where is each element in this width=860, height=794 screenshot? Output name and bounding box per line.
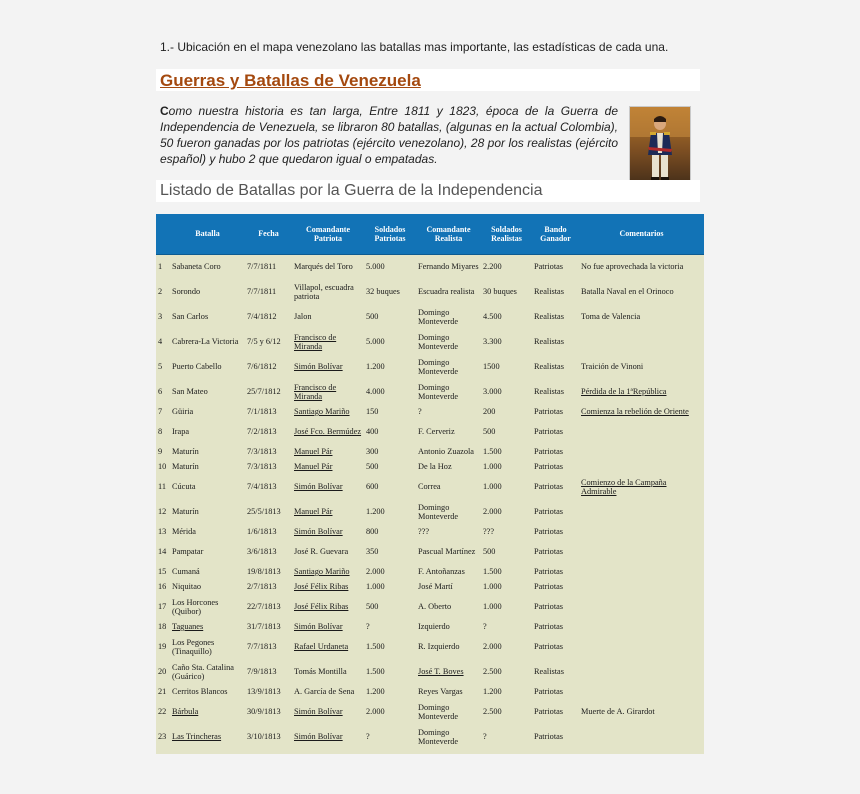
battle-name: Cumaná bbox=[172, 567, 200, 576]
comment bbox=[579, 684, 704, 699]
battle-name[interactable]: Bárbula bbox=[172, 707, 199, 716]
battle-date: 13/9/1813 bbox=[247, 687, 281, 696]
royalist-commander: F. Cerveriz bbox=[418, 427, 455, 436]
royalist-commander: Reyes Vargas bbox=[418, 687, 463, 696]
battle-date: 7/2/1813 bbox=[247, 427, 277, 436]
comment bbox=[579, 659, 704, 684]
comment bbox=[579, 579, 704, 594]
royalist-soldiers: 1.000 bbox=[483, 602, 502, 611]
royalist-commander: A. Oberto bbox=[418, 602, 452, 611]
battle-name: Pampatar bbox=[172, 547, 204, 556]
table-row bbox=[156, 524, 704, 539]
patriot-commander: Jalon bbox=[294, 312, 312, 321]
patriot-commander[interactable]: Simón Bolívar bbox=[294, 707, 343, 716]
battle-name: Mérida bbox=[172, 527, 196, 536]
patriot-commander[interactable]: Francisco de Miranda bbox=[294, 332, 337, 351]
battle-date: 7/4/1812 bbox=[247, 312, 277, 321]
row-number: 6 bbox=[158, 387, 163, 396]
patriot-soldiers: 5.000 bbox=[366, 337, 385, 346]
comment bbox=[579, 329, 704, 354]
subheading-bar bbox=[156, 180, 700, 202]
battle-date: 7/5 y 6/12 bbox=[247, 337, 281, 346]
battle-date: 7/3/1813 bbox=[247, 447, 277, 456]
table-row bbox=[156, 579, 704, 594]
royalist-commander: Izquierdo bbox=[418, 622, 450, 631]
battle-date: 31/7/1813 bbox=[247, 622, 281, 631]
patriot-soldiers: 500 bbox=[366, 312, 379, 321]
comment: Batalla Naval en el Orinoco bbox=[581, 287, 674, 296]
table-row bbox=[156, 474, 704, 499]
row-number: 8 bbox=[158, 427, 163, 436]
patriot-soldiers: 32 buques bbox=[366, 287, 400, 296]
royalist-soldiers: 2.500 bbox=[483, 667, 502, 676]
battle-date: 22/7/1813 bbox=[247, 602, 281, 611]
row-number: 13 bbox=[158, 527, 167, 536]
dropcap: C bbox=[160, 104, 169, 118]
winning-side: Patriotas bbox=[534, 547, 564, 556]
patriot-soldiers: 1.000 bbox=[366, 582, 385, 591]
royalist-commander: Domingo Monteverde bbox=[418, 332, 459, 351]
battle-name: Cerritos Blancos bbox=[172, 687, 228, 696]
battle-date: 2/7/1813 bbox=[247, 582, 277, 591]
battle-date: 3/6/1813 bbox=[247, 547, 277, 556]
patriot-soldiers: 150 bbox=[366, 407, 379, 416]
royalist-commander: ??? bbox=[418, 527, 430, 536]
royalist-commander: Pascual Martínez bbox=[418, 547, 476, 556]
royalist-commander: Domingo Monteverde bbox=[418, 307, 459, 326]
patriot-commander[interactable]: Simón Bolívar bbox=[294, 732, 343, 741]
battle-name: Irapa bbox=[172, 427, 190, 436]
royalist-commander: Correa bbox=[418, 482, 441, 491]
patriot-soldiers: 350 bbox=[366, 547, 379, 556]
royalist-soldiers: 2.000 bbox=[483, 507, 502, 516]
patriot-soldiers: 1.500 bbox=[366, 642, 385, 651]
table-row bbox=[156, 499, 704, 524]
table-row bbox=[156, 594, 704, 619]
table-row bbox=[156, 564, 704, 579]
winning-side: Realistas bbox=[534, 337, 564, 346]
patriot-soldiers: 300 bbox=[366, 447, 379, 456]
battle-name: Los Horcones (Quibor) bbox=[172, 597, 219, 616]
battle-date: 25/7/1812 bbox=[247, 387, 281, 396]
winning-side: Patriotas bbox=[534, 262, 564, 272]
royalist-soldiers: 1.000 bbox=[483, 582, 502, 591]
comment bbox=[579, 539, 704, 564]
patriot-commander: Tomás Montilla bbox=[294, 667, 347, 676]
royalist-soldiers: ??? bbox=[483, 527, 495, 536]
patriot-soldiers: 2.000 bbox=[366, 707, 385, 716]
patriot-soldiers: 400 bbox=[366, 427, 379, 436]
patriot-soldiers: 500 bbox=[366, 602, 379, 611]
battle-name: Sabaneta Coro bbox=[172, 262, 221, 272]
table-row bbox=[156, 404, 704, 419]
royalist-soldiers: 1.000 bbox=[483, 482, 502, 491]
battle-name: Sorondo bbox=[172, 287, 201, 296]
patriot-commander: Marqués del Toro bbox=[294, 262, 353, 272]
table-row bbox=[156, 459, 704, 474]
royalist-commander: Antonio Zuazola bbox=[418, 447, 474, 456]
battle-name: Güiria bbox=[172, 407, 194, 416]
paragraph-text: omo nuestra historia es tan larga, Entre 1811 y 1823, época de la Guerra de Independencia de Venezuela, se libraron 80 batallas, (algunas en la actual Colombia), 50 fueron ganadas por los patriotas (ejército venezolano), 28 por los realistas (ejército español) y hubo 2 que quedaron igual o empatadas. bbox=[160, 104, 618, 166]
battle-date: 7/9/1813 bbox=[247, 667, 277, 676]
row-number: 3 bbox=[158, 312, 163, 321]
royalist-soldiers: 2.500 bbox=[483, 707, 502, 716]
royalist-soldiers: ? bbox=[483, 732, 487, 741]
patriot-commander[interactable]: José Félix Ribas bbox=[294, 582, 349, 591]
battle-name: Maturín bbox=[172, 507, 199, 516]
page-title-link[interactable]: Guerras y Batallas de Venezuela bbox=[160, 71, 421, 90]
battle-date: 1/6/1813 bbox=[247, 527, 277, 536]
battle-date: 7/7/1811 bbox=[247, 287, 277, 296]
row-number: 21 bbox=[158, 687, 167, 696]
comment bbox=[579, 619, 704, 634]
table-row bbox=[156, 684, 704, 699]
comment bbox=[579, 419, 704, 444]
table-row bbox=[156, 659, 704, 684]
row-number: 15 bbox=[158, 567, 167, 576]
patriot-commander: José R. Guevara bbox=[294, 547, 349, 556]
patriot-soldiers: 800 bbox=[366, 527, 379, 536]
battle-date: 30/9/1813 bbox=[247, 707, 281, 716]
row-number: 2 bbox=[158, 287, 163, 296]
winning-side: Patriotas bbox=[534, 427, 564, 436]
battle-name: Cabrera-La Victoria bbox=[172, 337, 239, 346]
royalist-soldiers: 1.500 bbox=[483, 447, 502, 456]
patriot-soldiers: 1.200 bbox=[366, 507, 385, 516]
table-row bbox=[156, 444, 704, 459]
patriot-soldiers: 500 bbox=[366, 462, 379, 471]
intro-paragraph bbox=[160, 103, 618, 167]
patriot-commander[interactable]: Simón Bolívar bbox=[294, 482, 343, 491]
table-row bbox=[156, 304, 704, 329]
comment: Toma de Valencia bbox=[581, 312, 641, 321]
battle-name: Caño Sta. Catalina (Guárico) bbox=[172, 662, 234, 681]
battle-date: 7/1/1813 bbox=[247, 407, 277, 416]
royalist-commander: Fernando Miyares bbox=[418, 262, 479, 272]
patriot-commander[interactable]: Simón Bolívar bbox=[294, 622, 343, 631]
intro-text: 1.- Ubicación en el mapa venezolano las batallas mas importante, las estadísticas de cada una. bbox=[160, 40, 669, 54]
winning-side: Patriotas bbox=[534, 642, 564, 651]
comment: Traición de Vinoni bbox=[581, 362, 644, 371]
portrait-image bbox=[629, 106, 691, 190]
royalist-commander[interactable]: José T. Boves bbox=[418, 667, 464, 676]
patriot-commander[interactable]: Santiago Mariño bbox=[294, 567, 350, 576]
row-number: 5 bbox=[158, 362, 163, 371]
royalist-soldiers: 30 buques bbox=[483, 287, 517, 296]
patriot-commander[interactable]: José Félix Ribas bbox=[294, 602, 349, 611]
royalist-commander: José Martí bbox=[418, 582, 453, 591]
royalist-soldiers: 3.000 bbox=[483, 387, 502, 396]
heading-bar bbox=[156, 69, 700, 91]
row-number: 23 bbox=[158, 732, 167, 741]
royalist-commander: Domingo Monteverde bbox=[418, 382, 459, 401]
row-number: 22 bbox=[158, 707, 167, 716]
winning-side: Patriotas bbox=[534, 507, 564, 516]
winning-side: Realistas bbox=[534, 287, 564, 296]
comment bbox=[579, 564, 704, 579]
patriot-soldiers: ? bbox=[366, 622, 370, 631]
row-number: 14 bbox=[158, 547, 167, 556]
winning-side: Patriotas bbox=[534, 602, 564, 611]
winning-side: Patriotas bbox=[534, 622, 564, 631]
battle-name: Maturín bbox=[172, 462, 199, 471]
table-row bbox=[156, 619, 704, 634]
table-row bbox=[156, 279, 704, 304]
row-number: 18 bbox=[158, 622, 167, 631]
comment bbox=[579, 499, 704, 524]
royalist-soldiers: 500 bbox=[483, 427, 496, 436]
col-header-comandante-realista: Comandante Realista bbox=[416, 214, 481, 254]
table-row bbox=[156, 419, 704, 444]
winning-side: Realistas bbox=[534, 312, 564, 321]
row-number: 9 bbox=[158, 447, 163, 456]
comment[interactable]: Comienzo de la Campaña Admirable bbox=[581, 477, 667, 496]
royalist-soldiers: 1.000 bbox=[483, 462, 502, 471]
row-number: 7 bbox=[158, 407, 163, 416]
col-header-fecha: Fecha bbox=[245, 214, 292, 254]
col-header-comentarios: Comentarios bbox=[579, 214, 704, 254]
battle-name: San Carlos bbox=[172, 312, 209, 321]
battle-date: 19/8/1813 bbox=[247, 567, 281, 576]
comment[interactable]: Comienza la rebelión de Oriente bbox=[581, 407, 689, 416]
royalist-commander: R. Izquierdo bbox=[418, 642, 460, 651]
battle-date: 3/10/1813 bbox=[247, 732, 281, 741]
table-header-row bbox=[156, 214, 704, 254]
royalist-soldiers: 500 bbox=[483, 547, 496, 556]
row-number: 4 bbox=[158, 337, 163, 346]
battle-date: 7/4/1813 bbox=[247, 482, 277, 491]
comment bbox=[579, 444, 704, 459]
comment: No fue aprovechada la victoria bbox=[581, 262, 684, 272]
table-body bbox=[156, 254, 704, 749]
royalist-soldiers: 3.300 bbox=[483, 337, 502, 346]
patriot-commander[interactable]: Santiago Mariño bbox=[294, 407, 350, 416]
winning-side: Patriotas bbox=[534, 407, 564, 416]
table-row bbox=[156, 699, 704, 724]
patriot-soldiers: 2.000 bbox=[366, 567, 385, 576]
winning-side: Realistas bbox=[534, 387, 564, 396]
col-header-batalla: Batalla bbox=[170, 214, 245, 254]
section-title: Listado de Batallas por la Guerra de la Independencia bbox=[160, 182, 543, 199]
royalist-soldiers: ? bbox=[483, 622, 487, 631]
winning-side: Patriotas bbox=[534, 732, 564, 741]
winning-side: Patriotas bbox=[534, 687, 564, 696]
table-row bbox=[156, 254, 704, 279]
patriot-commander[interactable]: Simón Bolívar bbox=[294, 527, 343, 536]
battle-date: 7/7/1811 bbox=[247, 262, 277, 272]
patriot-soldiers: 5.000 bbox=[366, 262, 385, 272]
table-row bbox=[156, 354, 704, 379]
royalist-soldiers: 1.500 bbox=[483, 567, 502, 576]
patriot-commander[interactable]: Manuel Pár bbox=[294, 462, 333, 471]
royalist-commander: Domingo Monteverde bbox=[418, 357, 459, 376]
col-header-comandante-patriota: Comandante Patriota bbox=[292, 214, 364, 254]
comment bbox=[579, 459, 704, 474]
row-number: 16 bbox=[158, 582, 167, 591]
battle-name: Maturín bbox=[172, 447, 199, 456]
royalist-commander: Domingo Monteverde bbox=[418, 727, 459, 746]
patriot-commander[interactable]: Manuel Pár bbox=[294, 507, 333, 516]
col-header-number bbox=[156, 214, 170, 254]
battle-date: 7/3/1813 bbox=[247, 462, 277, 471]
royalist-soldiers: 200 bbox=[483, 407, 496, 416]
royalist-commander: ? bbox=[418, 407, 422, 416]
royalist-soldiers: 1.200 bbox=[483, 687, 502, 696]
row-number: 10 bbox=[158, 462, 167, 471]
comment bbox=[579, 594, 704, 619]
royalist-soldiers: 2.200 bbox=[483, 262, 502, 272]
royalist-commander: De la Hoz bbox=[418, 462, 452, 471]
table-row bbox=[156, 634, 704, 659]
patriot-soldiers: 4.000 bbox=[366, 387, 385, 396]
comment bbox=[579, 634, 704, 659]
table-row bbox=[156, 724, 704, 749]
patriot-soldiers: 1.200 bbox=[366, 687, 385, 696]
patriot-soldiers: 1.500 bbox=[366, 667, 385, 676]
royalist-soldiers: 1500 bbox=[483, 362, 500, 371]
patriot-commander[interactable]: José Fco. Bermúdez bbox=[294, 427, 362, 436]
winning-side: Patriotas bbox=[534, 482, 564, 491]
comment: Muerte de A. Girardot bbox=[581, 707, 655, 716]
royalist-soldiers: 4.500 bbox=[483, 312, 502, 321]
royalist-soldiers: 2.000 bbox=[483, 642, 502, 651]
patriot-commander[interactable]: Francisco de Miranda bbox=[294, 382, 337, 401]
winning-side: Patriotas bbox=[534, 462, 564, 471]
col-header-soldados-patriotas: Soldados Patriotas bbox=[364, 214, 416, 254]
row-number: 12 bbox=[158, 507, 167, 516]
table-row bbox=[156, 329, 704, 354]
battle-name: Niquitao bbox=[172, 582, 202, 591]
col-header-bando-ganador: Bando Ganador bbox=[532, 214, 579, 254]
row-number: 20 bbox=[158, 667, 167, 676]
patriot-commander[interactable]: Rafael Urdaneta bbox=[294, 642, 349, 651]
royalist-commander: Escuadra realista bbox=[418, 287, 475, 296]
col-header-soldados-realistas: Soldados Realistas bbox=[481, 214, 532, 254]
battle-date: 7/6/1812 bbox=[247, 362, 277, 371]
patriot-commander: Villapol, escuadra patriota bbox=[294, 282, 354, 301]
winning-side: Patriotas bbox=[534, 567, 564, 576]
royalist-commander: Domingo Monteverde bbox=[418, 702, 459, 721]
comment[interactable]: Pérdida de la 1ªRepública bbox=[581, 387, 667, 396]
table-row bbox=[156, 539, 704, 564]
patriot-soldiers: 1.200 bbox=[366, 362, 385, 371]
winning-side: Realistas bbox=[534, 362, 564, 371]
battle-name: Puerto Cabello bbox=[172, 362, 222, 371]
battle-name[interactable]: Las Trincheras bbox=[172, 732, 222, 741]
battle-date: 7/7/1813 bbox=[247, 642, 277, 651]
battles-table bbox=[156, 214, 704, 749]
winning-side: Patriotas bbox=[534, 707, 564, 716]
table-row bbox=[156, 379, 704, 404]
battle-name: Los Pegones (Tinaquillo) bbox=[172, 637, 215, 656]
patriot-soldiers: ? bbox=[366, 732, 370, 741]
patriot-soldiers: 600 bbox=[366, 482, 379, 491]
battle-name: San Mateo bbox=[172, 387, 208, 396]
winning-side: Patriotas bbox=[534, 582, 564, 591]
comment bbox=[579, 724, 704, 749]
row-number: 11 bbox=[158, 482, 166, 491]
winning-side: Patriotas bbox=[534, 527, 564, 536]
row-number: 17 bbox=[158, 602, 167, 611]
battles-table-container bbox=[156, 214, 704, 754]
royalist-commander: F. Antoñanzas bbox=[418, 567, 465, 576]
battle-name[interactable]: Taguanes bbox=[172, 622, 204, 631]
patriot-commander[interactable]: Simón Bolívar bbox=[294, 362, 343, 371]
winning-side: Realistas bbox=[534, 667, 564, 676]
winning-side: Patriotas bbox=[534, 447, 564, 456]
row-number: 1 bbox=[158, 262, 163, 272]
patriot-commander[interactable]: Manuel Pár bbox=[294, 447, 333, 456]
row-number: 19 bbox=[158, 642, 167, 651]
battle-date: 25/5/1813 bbox=[247, 507, 281, 516]
battle-name: Cúcuta bbox=[172, 482, 196, 491]
comment bbox=[579, 524, 704, 539]
patriot-commander: A. García de Sena bbox=[294, 687, 355, 696]
royalist-commander: Domingo Monteverde bbox=[418, 502, 459, 521]
